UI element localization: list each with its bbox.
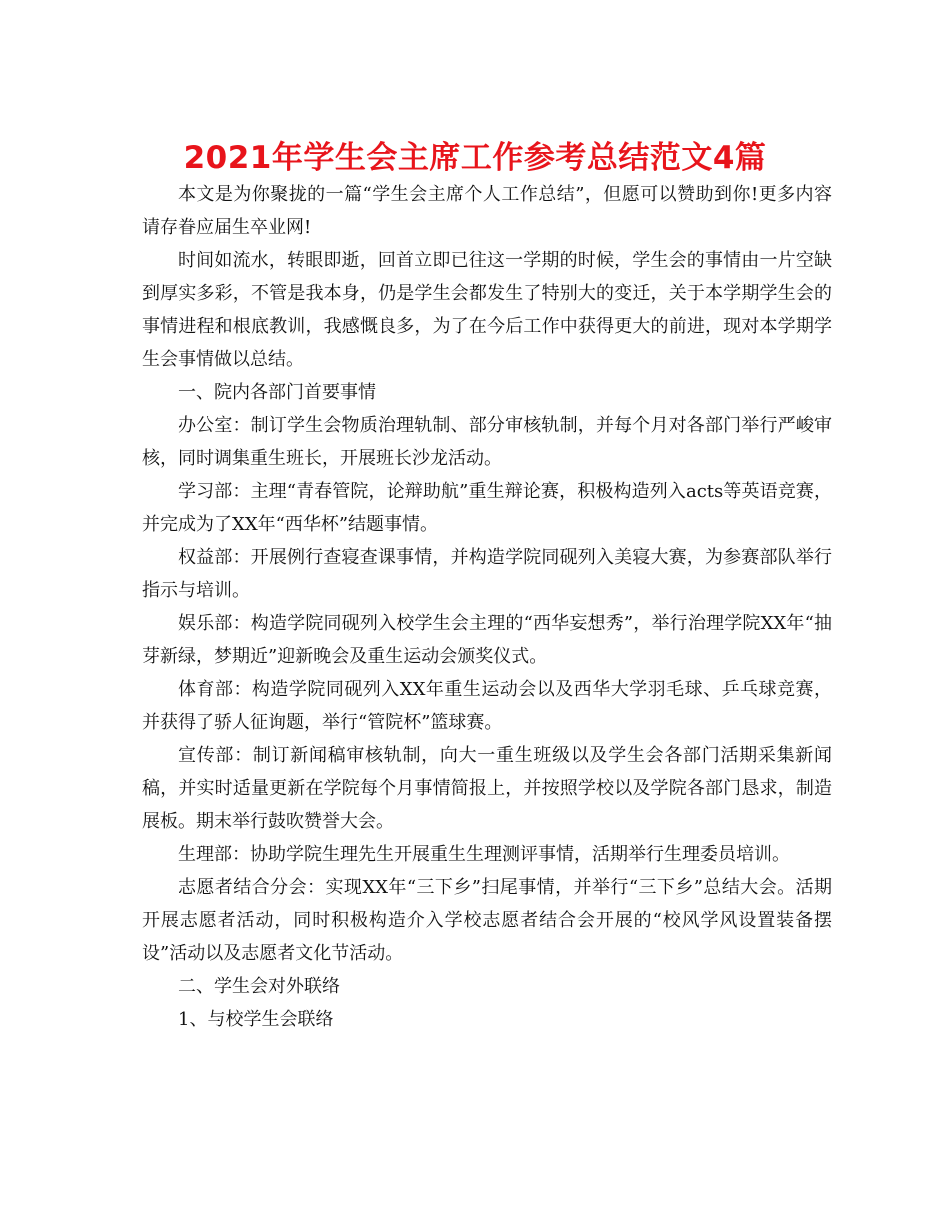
paragraph-overview: 时间如流水，转眼即逝，回首立即已往这一学期的时候，学生会的事情由一片空缺到厚实多彩，不管是我本身，仍是学生会都发生了特别大的变迁，关于本学期学生会的事情进程和根底教训，我感慨良多，为了在今后工作中获得更大的前进，现对本学期学生会事情做以总结。: [142, 250, 832, 370]
paragraph-intro: 本文是为你聚拢的一篇“学生会主席个人工作总结”，但愿可以赞助到你!更多内容请存眷应届生卒业网!: [142, 184, 832, 238]
paragraph-publicity-dept: 宣传部：制订新闻稿审核轨制，向大一重生班级以及学生会各部门活期采集新闻稿，并实时适量更新在学院每个月事情简报上，并按照学校以及学院各部门恳求，制造展板。期末举行鼓吹赞誉大会。: [142, 745, 832, 832]
paragraph-volunteer-branch: 志愿者结合分会：实现XX年“三下乡”扫尾事情，并举行“三下乡”总结大会。活期开展志愿者活动，同时积极构造介入学校志愿者结合会开展的“校风学风设置装备摆设”活动以及志愿者文化节活动。: [142, 877, 832, 964]
document-body: [142, 178, 832, 1036]
paragraph-rights-dept: 权益部：开展例行查寝查课事情，并构造学院同砚列入美寝大赛，为参赛部队举行指示与培训。: [142, 547, 832, 601]
document-title: 2021年学生会主席工作参考总结范文4篇: [183, 140, 767, 176]
paragraph-psychology-dept: 生理部：协助学院生理先生开展重生生理测评事情，活期举行生理委员培训。: [178, 844, 790, 865]
paragraph-entertainment-dept: 娱乐部：构造学院同砚列入校学生会主理的“西华妄想秀”，举行治理学院XX年“抽芽新绿，梦期近”迎新晚会及重生运动会颁奖仪式。: [142, 613, 832, 667]
section-heading-2: 二、学生会对外联络: [178, 976, 340, 997]
paragraph-office: 办公室：制订学生会物质治理轨制、部分审核轨制，并每个月对各部门举行严峻审核，同时调集重生班长，开展班长沙龙活动。: [142, 415, 832, 469]
paragraph-sports-dept: 体育部：构造学院同砚列入XX年重生运动会以及西华大学羽毛球、乒乓球竞赛，并获得了骄人征询题，举行“管院杯”篮球赛。: [142, 679, 832, 733]
section-heading-1: 一、院内各部门首要事情: [178, 382, 376, 403]
paragraph-study-dept: 学习部：主理“青春管院，论辩助航”重生辩论赛，积极构造列入acts等英语竞赛，并完成为了XX年“西华杯”结题事情。: [142, 481, 832, 535]
subsection-heading-1: 1、与校学生会联络: [178, 1009, 334, 1030]
